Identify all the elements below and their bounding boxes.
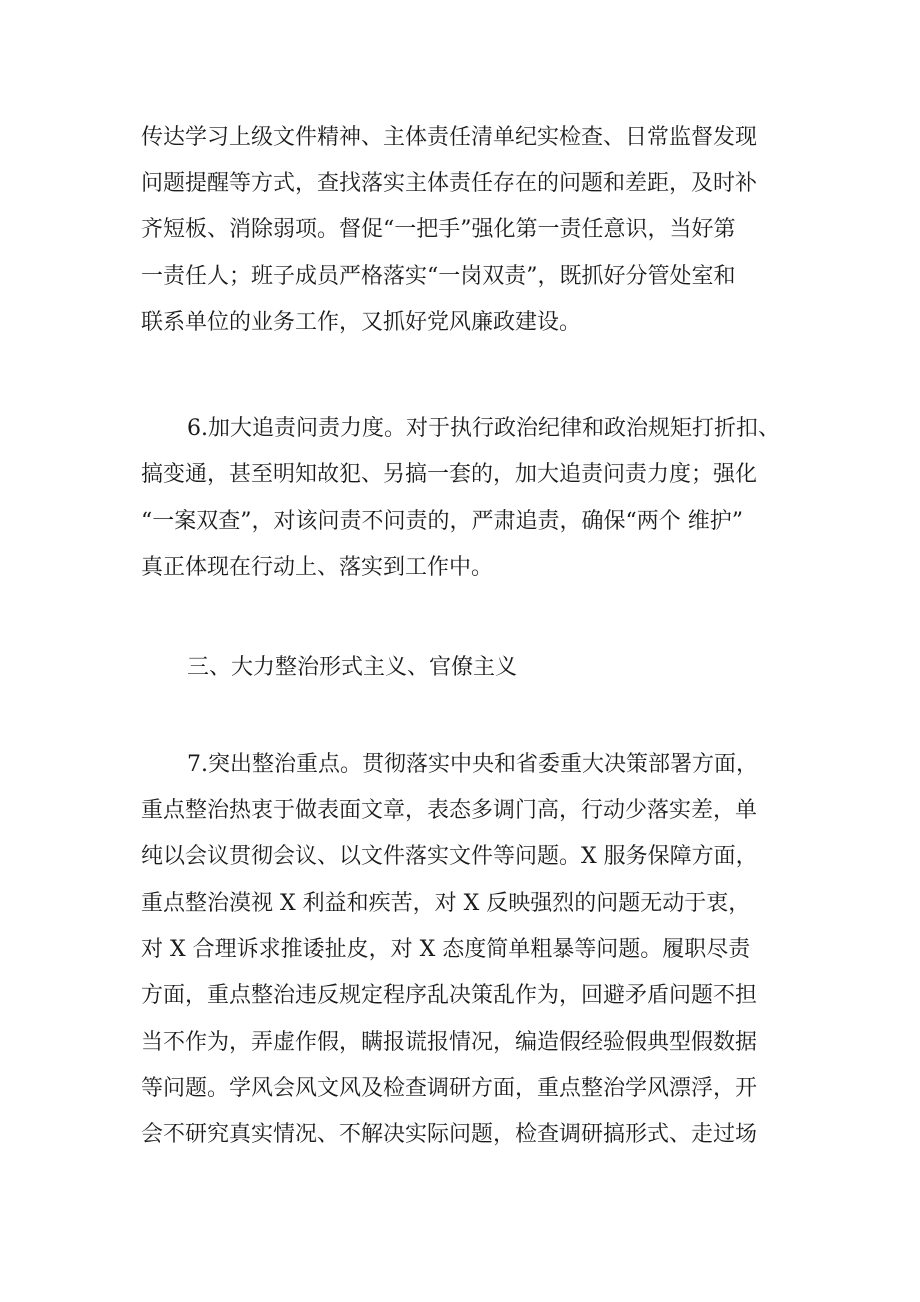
paragraph-line: 齐短板、消除弱项。督促“一把手”强化第一责任意识，当好第	[141, 217, 736, 242]
section-heading: 三、大力整治形式主义、官僚主义	[187, 655, 518, 680]
paragraph-line: 问题提醒等方式，查找落实主体责任存在的问题和差距，及时补	[141, 171, 758, 196]
paragraph-line: 方面，重点整治违反规定程序乱决策乱作为，回避矛盾问题不担	[141, 983, 758, 1008]
paragraph-line: 传达学习上级文件精神、主体责任清单纪实检查、日常监督发现	[141, 125, 758, 150]
paragraph-line: 一责任人；班子成员严格落实“一岗双责”，既抓好分管处室和	[141, 264, 736, 289]
paragraph-line: 重点整治漠视 X 利益和疾苦，对 X 反映强烈的问题无动于衷，	[141, 891, 751, 916]
paragraph-line: 对 X 合理诉求推诿扯皮，对 X 态度简单粗暴等问题。履职尽责	[141, 937, 751, 962]
paragraph-line: 7.突出整治重点。贯彻落实中央和省委重大决策部署方面，	[187, 752, 758, 777]
paragraph-line: 当不作为，弄虚作假，瞒报谎报情况，编造假经验假典型假数据	[141, 1030, 758, 1055]
paragraph-line: “一案双查”，对该问责不问责的，严肃追责，确保“两个 维护”	[141, 509, 743, 534]
paragraph-line: 会不研究真实情况、不解决实际问题，检查调研搞形式、走过场	[141, 1122, 758, 1147]
paragraph-line: 等问题。学风会风文风及检查调研方面，重点整治学风漂浮，开	[141, 1076, 758, 1101]
paragraph-line: 真正体现在行动上、落实到工作中。	[141, 555, 494, 580]
paragraph-line: 联系单位的业务工作，又抓好党风廉政建设。	[141, 310, 582, 335]
paragraph-line: 搞变通，甚至明知故犯、另搞一套的，加大追责问责力度；强化	[141, 462, 758, 487]
paragraph-line: 纯以会议贯彻会议、以文件落实文件等问题。X 服务保障方面，	[141, 844, 758, 869]
paragraph-line: 6.加大追责问责力度。对于执行政治纪律和政治规矩打折扣、	[187, 416, 780, 441]
paragraph-line: 重点整治热衷于做表面文章，表态多调门高，行动少落实差，单	[141, 798, 758, 823]
